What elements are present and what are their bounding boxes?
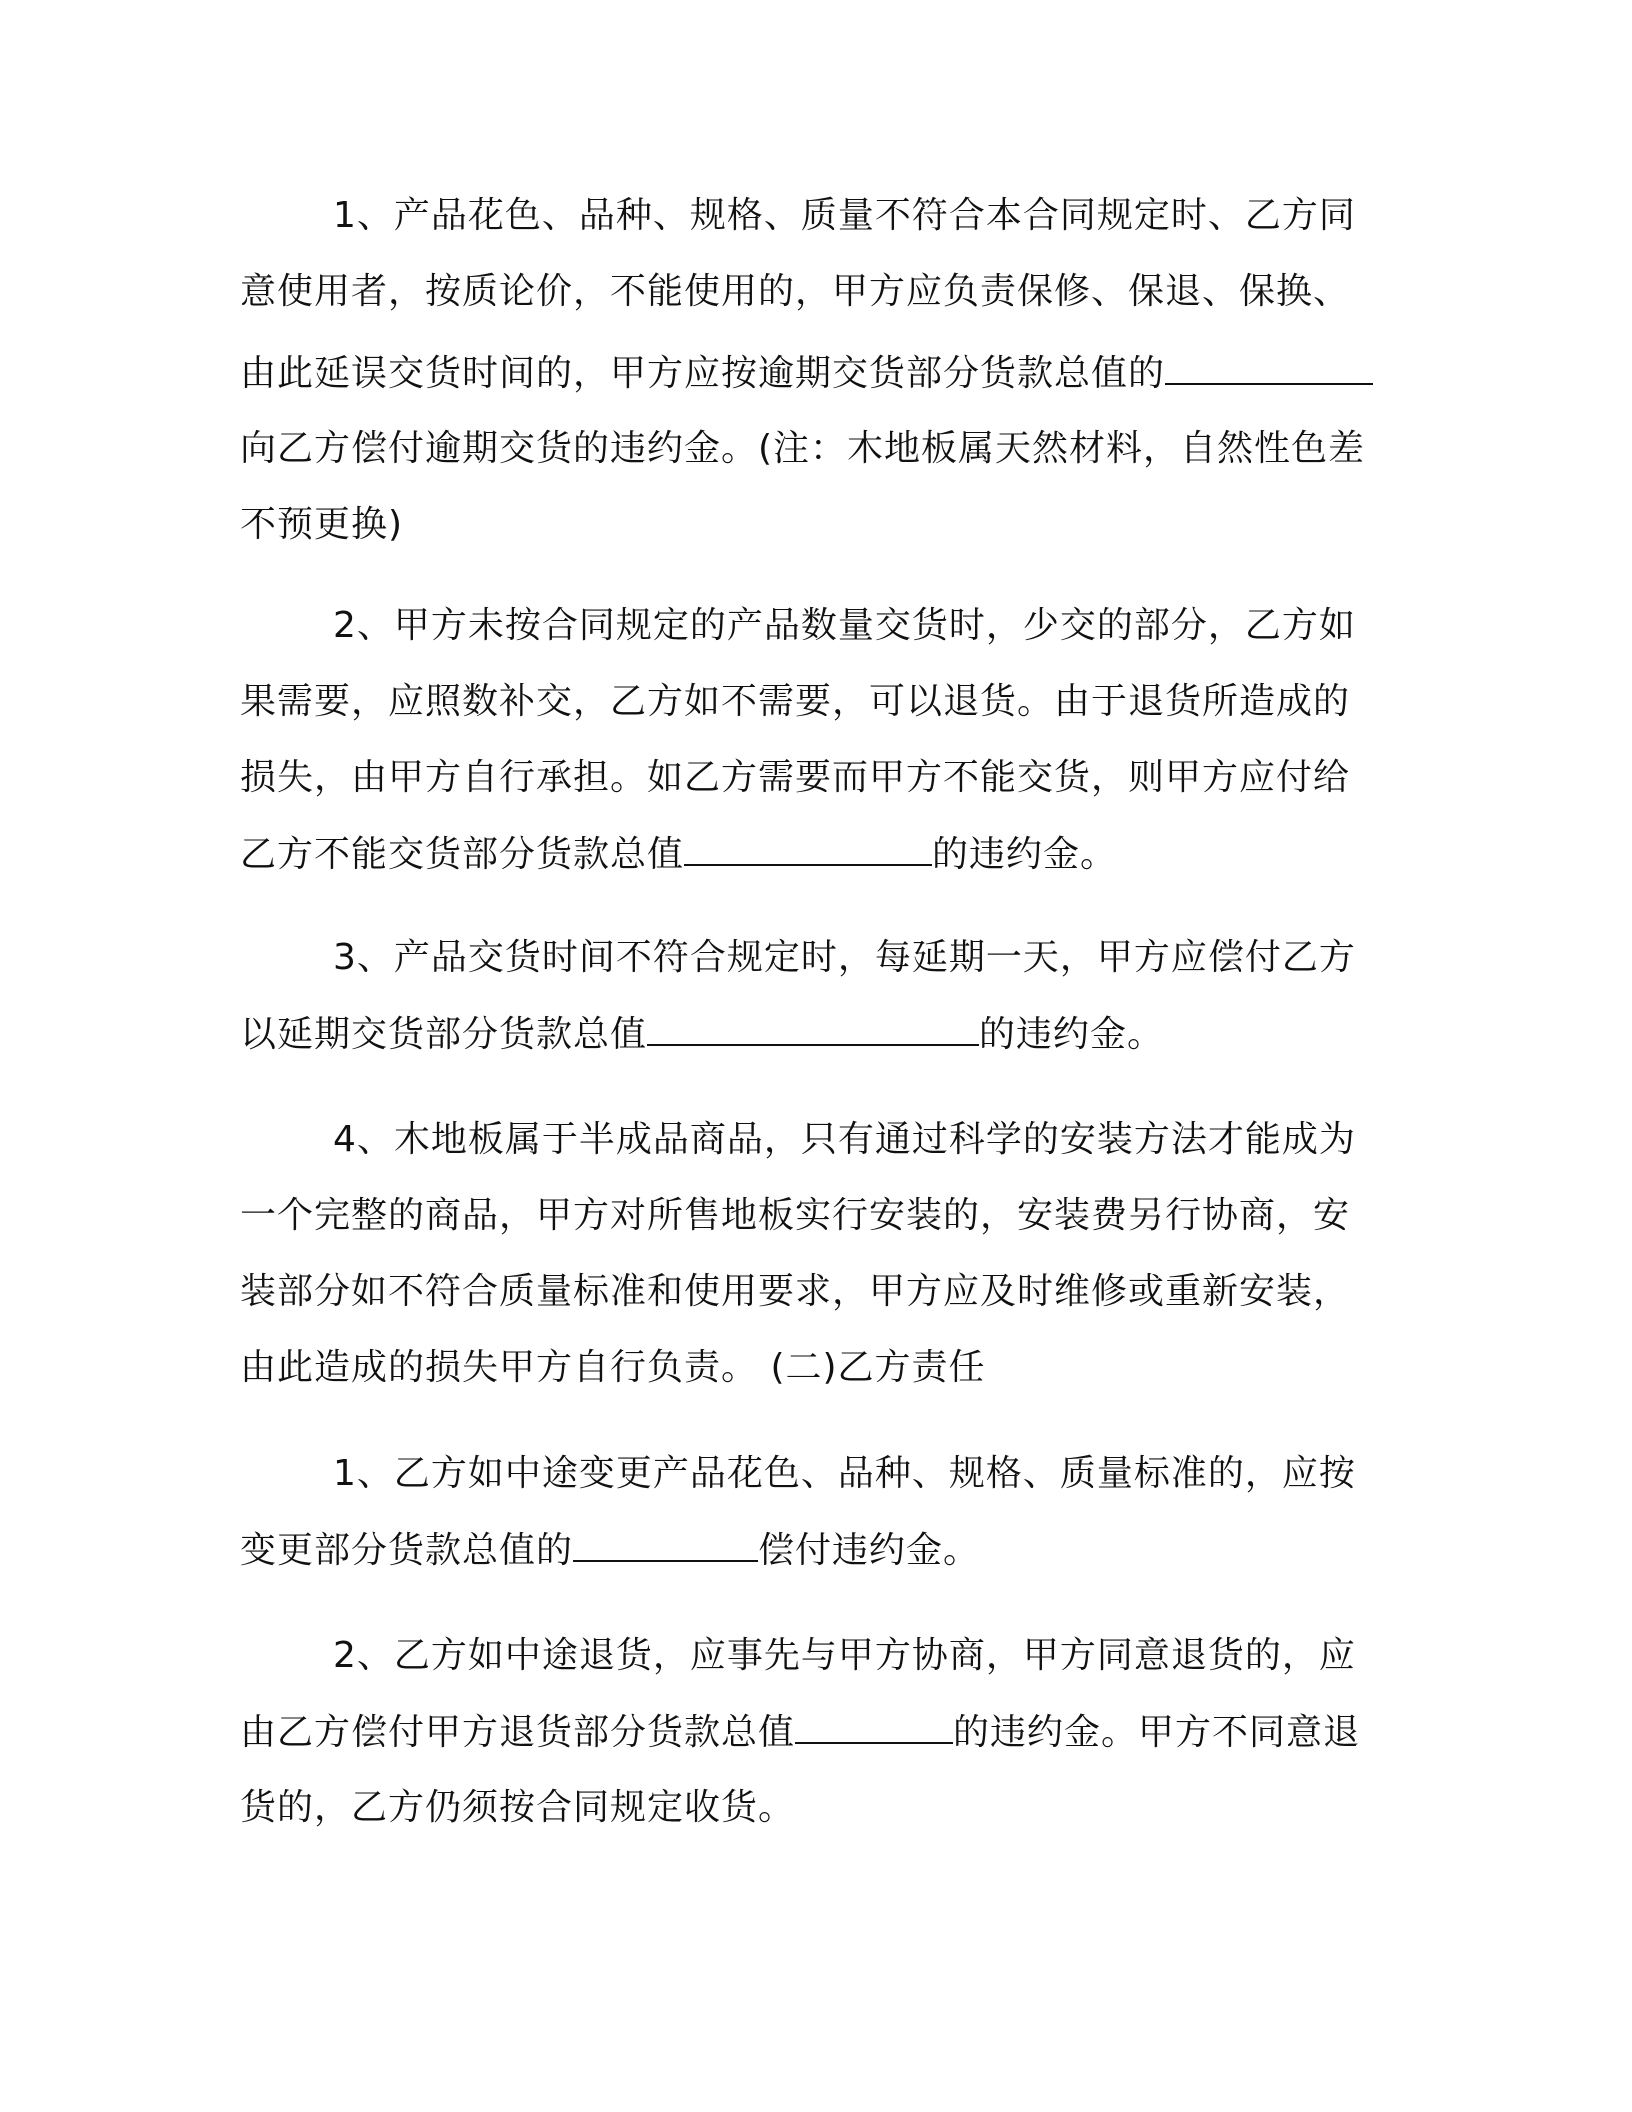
- clause-1-line-2: 意使用者，按质论价，不能使用的，甲方应负责保修、保退、保换、: [240, 271, 1351, 312]
- party-b-clause-2-text-end: 的违约金。甲方不同意退: [953, 1712, 1361, 1753]
- party-b-clause-2-line-3: 货的，乙方仍须按合同规定收货。: [240, 1787, 796, 1828]
- clause-2-line-2: 果需要，应照数补交，乙方如不需要，可以退货。由于退货所造成的: [240, 681, 1351, 722]
- clause-2-text-end: 的违约金。: [932, 834, 1118, 875]
- clause-2-line-3: 损失，由甲方自行承担。如乙方需要而甲方不能交货，则甲方应付给: [240, 757, 1351, 798]
- party-b-clause-2-text: 由乙方偿付甲方退货部分货款总值: [240, 1712, 796, 1753]
- fill-in-blank: [1165, 349, 1373, 385]
- fill-in-blank: [647, 1010, 979, 1046]
- clause-3-line-2: [240, 1010, 1164, 1058]
- clause-2-line-1: 2、甲方未按合同规定的产品数量交货时，少交的部分，乙方如: [333, 605, 1356, 646]
- clause-1-line-3: [240, 349, 1373, 397]
- clause-1-line-5: 不预更换): [240, 504, 404, 545]
- fill-in-blank: [795, 1708, 953, 1744]
- fill-in-blank: [573, 1526, 758, 1562]
- clause-2-line-4: [240, 830, 1117, 878]
- party-b-clause-2-line-1: 2、乙方如中途退货，应事先与甲方协商，甲方同意退货的，应: [333, 1635, 1356, 1676]
- party-b-clause-1-text: 变更部分货款总值的: [240, 1530, 574, 1571]
- clause-1-line-1: 1、产品花色、品种、规格、质量不符合本合同规定时、乙方同: [333, 195, 1356, 236]
- clause-1-text: 由此延误交货时间的，甲方应按逾期交货部分货款总值的: [240, 353, 1166, 394]
- clause-3-text: 以延期交货部分货款总值: [240, 1014, 648, 1055]
- clause-3-text-end: 的违约金。: [979, 1014, 1165, 1055]
- clause-1-line-4: 向乙方偿付逾期交货的违约金。(注：木地板属天然材料，自然性色差: [240, 428, 1366, 469]
- clause-2-text: 乙方不能交货部分货款总值: [240, 834, 685, 875]
- clause-4-line-1: 4、木地板属于半成品商品，只有通过科学的安装方法才能成为: [333, 1119, 1356, 1160]
- party-b-clause-1-line-2: [240, 1526, 980, 1574]
- clause-4-line-3: 装部分如不符合质量标准和使用要求，甲方应及时维修或重新安装，: [240, 1271, 1351, 1312]
- fill-in-blank: [684, 830, 932, 866]
- clause-4-line-2: 一个完整的商品，甲方对所售地板实行安装的，安装费另行协商，安: [240, 1195, 1351, 1236]
- clause-3-line-1: 3、产品交货时间不符合规定时，每延期一天，甲方应偿付乙方: [333, 937, 1356, 978]
- clause-4-line-4: 由此造成的损失甲方自行负责。 (二)乙方责任: [240, 1347, 986, 1388]
- party-b-clause-2-line-2: [240, 1708, 1360, 1756]
- party-b-clause-1-line-1: 1、乙方如中途变更产品花色、品种、规格、质量标准的，应按: [333, 1453, 1356, 1494]
- party-b-clause-1-text-end: 偿付违约金。: [758, 1530, 981, 1571]
